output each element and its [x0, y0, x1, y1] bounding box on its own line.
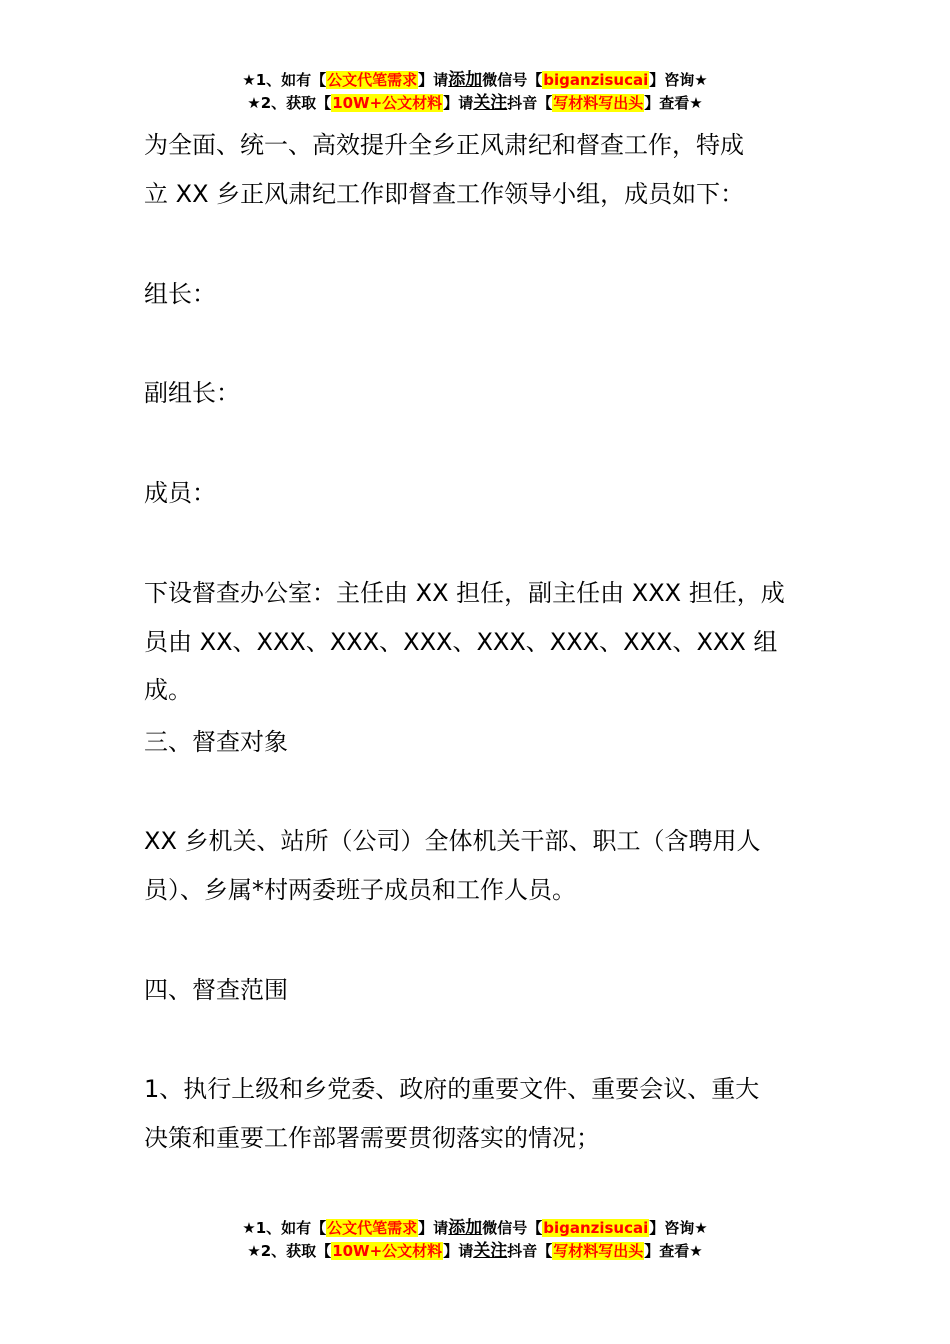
banner-text: 抖音【	[507, 1242, 553, 1260]
paragraph-targets-line-2: 员）、乡属*村两委班子成员和工作人员。	[144, 876, 576, 904]
members-label: 成员：	[144, 479, 216, 507]
banner-text: 抖音【	[507, 94, 553, 112]
footer-banner	[0, 1217, 950, 1263]
banner-emphasis: 添加	[448, 1218, 483, 1238]
banner-emphasis: 关注	[473, 1241, 508, 1261]
banner-text: 】请	[418, 1219, 449, 1237]
paragraph-intro-line-1: 为全面、统一、高效提升全乡正风肃纪和督查工作，特成	[144, 131, 744, 159]
highlight-service: 公文代笔需求	[327, 71, 418, 89]
highlight-douyin-account: 写材料写出头	[553, 94, 644, 112]
banner-line-1	[0, 69, 950, 92]
banner-text: 】咨询★	[649, 1219, 708, 1237]
paragraph-office-line-2: 员由 XX、XXX、XXX、XXX、XXX、XXX、XXX、XXX 组成。	[144, 628, 778, 704]
banner-text: 】咨询★	[649, 71, 708, 89]
banner-text: 】请	[418, 71, 449, 89]
banner-line-1	[0, 1217, 950, 1240]
banner-emphasis: 关注	[473, 93, 508, 113]
banner-text: ★1、如有【	[242, 1219, 327, 1237]
highlight-wechat-id: biganzisucai	[543, 1219, 649, 1237]
banner-text: 】请	[443, 1242, 474, 1260]
banner-text: 】查看★	[644, 1242, 703, 1260]
paragraph-scope-line-1: 1、执行上级和乡党委、政府的重要文件、重要会议、重大	[144, 1075, 760, 1103]
leader-label: 组长：	[144, 280, 216, 308]
banner-text: 】查看★	[644, 94, 703, 112]
banner-text: 微信号【	[482, 1219, 543, 1237]
paragraph-intro-line-2: 立 XX 乡正风肃纪工作即督查工作领导小组，成员如下：	[144, 180, 745, 208]
banner-text: 微信号【	[482, 71, 543, 89]
paragraph-office-line-1: 下设督查办公室：主任由 XX 担任，副主任由 XXX 担任，成	[144, 579, 785, 607]
paragraph-targets-line-1: XX 乡机关、站所（公司）全体机关干部、职工（含聘用人	[144, 827, 761, 855]
banner-line-2	[0, 92, 950, 115]
banner-emphasis: 添加	[448, 70, 483, 90]
highlight-service: 公文代笔需求	[327, 1219, 418, 1237]
deputy-leader-label: 副组长：	[144, 379, 240, 407]
banner-line-2	[0, 1240, 950, 1263]
highlight-wechat-id: biganzisucai	[543, 71, 649, 89]
banner-text: 】请	[443, 94, 474, 112]
highlight-douyin-account: 写材料写出头	[553, 1242, 644, 1260]
paragraph-scope-line-2: 决策和重要工作部署需要贯彻落实的情况；	[144, 1124, 600, 1152]
banner-text: ★2、获取【	[247, 94, 332, 112]
banner-text: ★1、如有【	[242, 71, 327, 89]
banner-text: ★2、获取【	[247, 1242, 332, 1260]
section-title-4: 四、督查范围	[144, 976, 288, 1004]
section-title-3: 三、督查对象	[144, 728, 288, 756]
highlight-materials: 10W+公文材料	[332, 94, 443, 112]
highlight-materials: 10W+公文材料	[332, 1242, 443, 1260]
header-banner	[0, 69, 950, 115]
